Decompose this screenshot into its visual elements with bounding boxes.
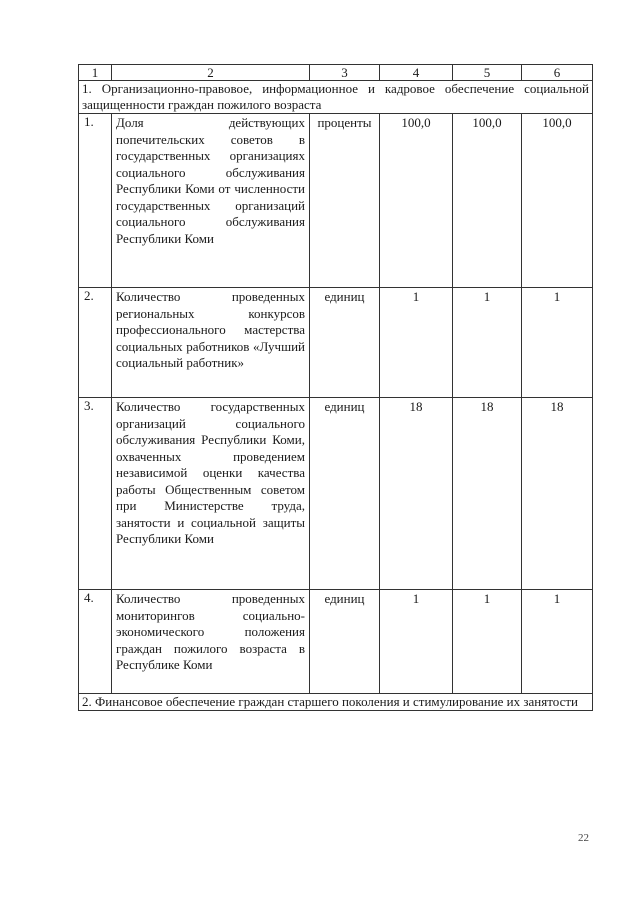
table-row	[79, 398, 593, 590]
section-title: 2. Финансовое обеспечение граждан старшего поколения и стимулирование их занятости	[79, 694, 593, 711]
row-number: 1.	[79, 114, 112, 288]
header-cell: 5	[453, 65, 522, 81]
row-value-col6: 100,0	[522, 114, 593, 288]
row-unit: единиц	[310, 398, 380, 590]
row-value-col4: 100,0	[380, 114, 453, 288]
row-value-col5: 1	[453, 288, 522, 398]
row-number: 3.	[79, 398, 112, 590]
row-description: Количество проведенных региональных конкурсов профессионального мастерства социальных работников «Лучший социальный работник»	[112, 288, 310, 398]
indicators-table	[78, 64, 593, 711]
page-number: 22	[578, 832, 589, 844]
row-value-col5: 1	[453, 590, 522, 694]
row-unit: проценты	[310, 114, 380, 288]
row-value-col4: 1	[380, 288, 453, 398]
row-description: Количество государственных организаций социального обслуживания Республики Коми, охваченных проведением независимой оценки качества работы Общественным советом при Министерстве труда, занятости и социальной защиты Республики Коми	[112, 398, 310, 590]
header-cell: 6	[522, 65, 593, 81]
row-value-col5: 100,0	[453, 114, 522, 288]
row-number: 2.	[79, 288, 112, 398]
table-row	[79, 590, 593, 694]
header-row	[79, 65, 593, 81]
row-unit: единиц	[310, 288, 380, 398]
header-cell: 4	[380, 65, 453, 81]
row-value-col6: 18	[522, 398, 593, 590]
header-cell: 3	[310, 65, 380, 81]
row-value-col4: 1	[380, 590, 453, 694]
header-cell: 2	[112, 65, 310, 81]
table-row	[79, 114, 593, 288]
row-unit: единиц	[310, 590, 380, 694]
header-cell: 1	[79, 65, 112, 81]
section-row	[79, 81, 593, 114]
row-value-col6: 1	[522, 590, 593, 694]
section-row	[79, 694, 593, 711]
row-number: 4.	[79, 590, 112, 694]
table-row	[79, 288, 593, 398]
row-value-col5: 18	[453, 398, 522, 590]
row-description: Доля действующих попечительских советов в государственных организациях социального обслуживания Республики Коми от численности государственных организаций социального обслуживания Республики Коми	[112, 114, 310, 288]
row-description: Количество проведенных мониторингов социально-экономического положения граждан пожилого возраста в Республике Коми	[112, 590, 310, 694]
row-value-col6: 1	[522, 288, 593, 398]
section-title: 1. Организационно-правовое, информационное и кадровое обеспечение социальной защищенности граждан пожилого возраста	[79, 81, 593, 114]
row-value-col4: 18	[380, 398, 453, 590]
